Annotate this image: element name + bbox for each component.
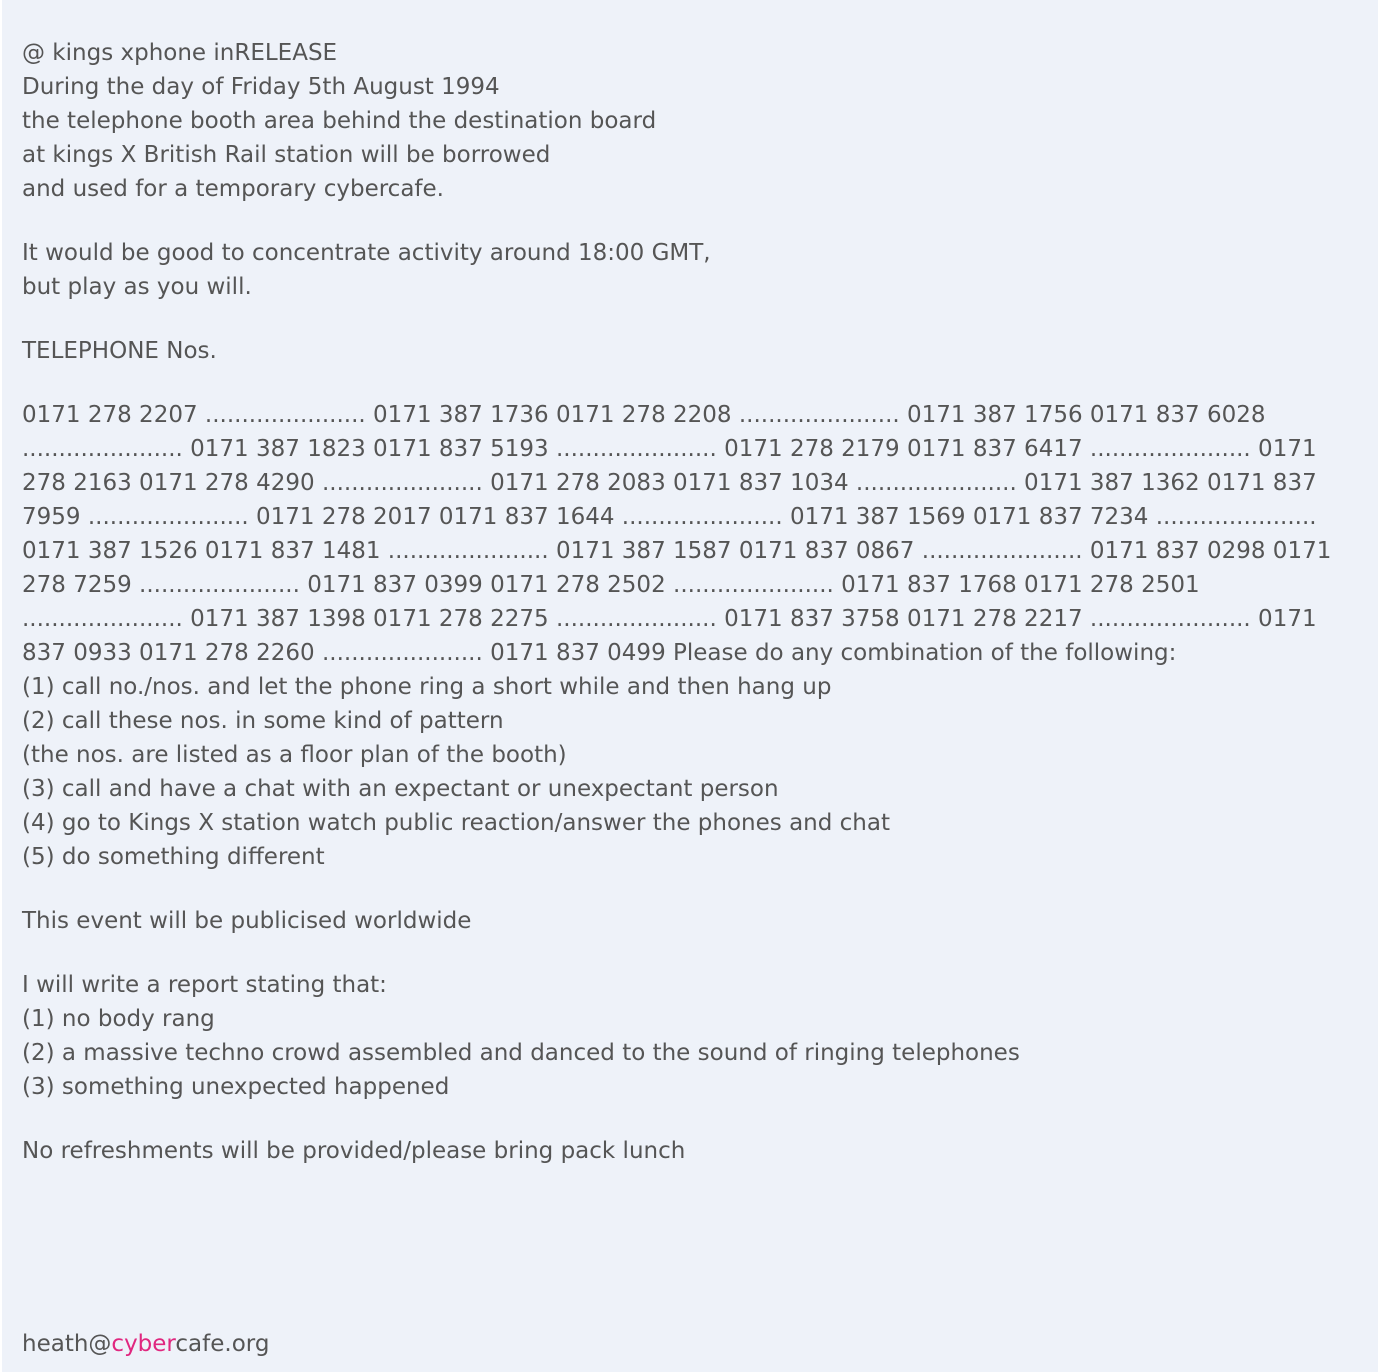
subject-line: @ kings xphone inRELEASE — [22, 40, 338, 66]
spacer — [22, 1104, 1358, 1134]
option-item: (1) call no./nos. and let the phone ring a short while and then hang up — [22, 674, 832, 700]
intro-line: During the day of Friday 5th August 1994 — [22, 74, 500, 100]
report-heading: I will write a report stating that: — [22, 972, 387, 998]
spacer — [22, 938, 1358, 968]
timing-block — [22, 236, 1358, 304]
email-signature[interactable] — [22, 1327, 269, 1361]
timing-line: but play as you will. — [22, 274, 252, 300]
timing-line: It would be good to concentrate activity around 18:00 GMT, — [22, 240, 711, 266]
closing-note: No refreshments will be provided/please bring pack lunch — [22, 1138, 686, 1164]
spacer — [22, 874, 1358, 904]
report-item: (2) a massive techno crowd assembled and danced to the sound of ringing telephones — [22, 1040, 1020, 1066]
telephone-heading: TELEPHONE Nos. — [22, 338, 217, 364]
option-item: (3) call and have a chat with an expectant or unexpectant person — [22, 776, 779, 802]
email-prefix: heath@ — [22, 1331, 112, 1357]
option-item: (the nos. are listed as a floor plan of the booth) — [22, 742, 567, 768]
intro-line: at kings X British Rail station will be borrowed — [22, 142, 551, 168]
option-item: (5) do something different — [22, 844, 325, 870]
spacer — [22, 368, 1358, 398]
option-item: (2) call these nos. in some kind of pattern — [22, 708, 504, 734]
spacer — [22, 304, 1358, 334]
options-list — [22, 670, 1358, 874]
report-item: (3) something unexpected happened — [22, 1074, 450, 1100]
intro-line: the telephone booth area behind the destination board — [22, 108, 657, 134]
intro-line: and used for a temporary cybercafe. — [22, 176, 444, 202]
phone-number-list: 0171 278 2207 ...................... 0171 387 1736 0171 278 2208 ...................... 0171 387 1756 0171 837 6028 ...................... 0171 387 1823 0171 837 5193 ...................... 0171 278 2179 0171 837 6417 ...................... 0171 278 2163 0171 278 4290 ...................... 0171 278 2083 0171 837 1034 ...................... 0171 387 1362 0171 837 7959 ...................... 0171 278 2017 0171 837 1644 ...................... 0171 387 1569 0171 837 7234 ...................... 0171 387 1526 0171 837 1481 ...................... 0171 387 1587 0171 837 0867 ...................... 0171 837 0298 0171 278 7259 ...................... 0171 837 0399 0171 278 2502 ...................... 0171 837 1768 0171 278 2501 ...................... 0171 387 1398 0171 278 2275 ...................... 0171 837 3758 0171 278 2217 ...................... 0171 837 0933 0171 278 2260 ...................... 0171 837 0499 Please do any combination of the following: — [22, 402, 1332, 666]
spacer — [22, 206, 1358, 236]
report-item: (1) no body rang — [22, 1006, 215, 1032]
report-block — [22, 968, 1358, 1104]
option-item: (4) go to Kings X station watch public reaction/answer the phones and chat — [22, 810, 890, 836]
email-suffix: cafe.org — [175, 1331, 270, 1357]
intro-block — [22, 36, 1358, 206]
publicity-note: This event will be publicised worldwide — [22, 908, 472, 934]
document-panel — [2, 0, 1378, 1372]
email-highlight: cyber — [111, 1331, 176, 1357]
